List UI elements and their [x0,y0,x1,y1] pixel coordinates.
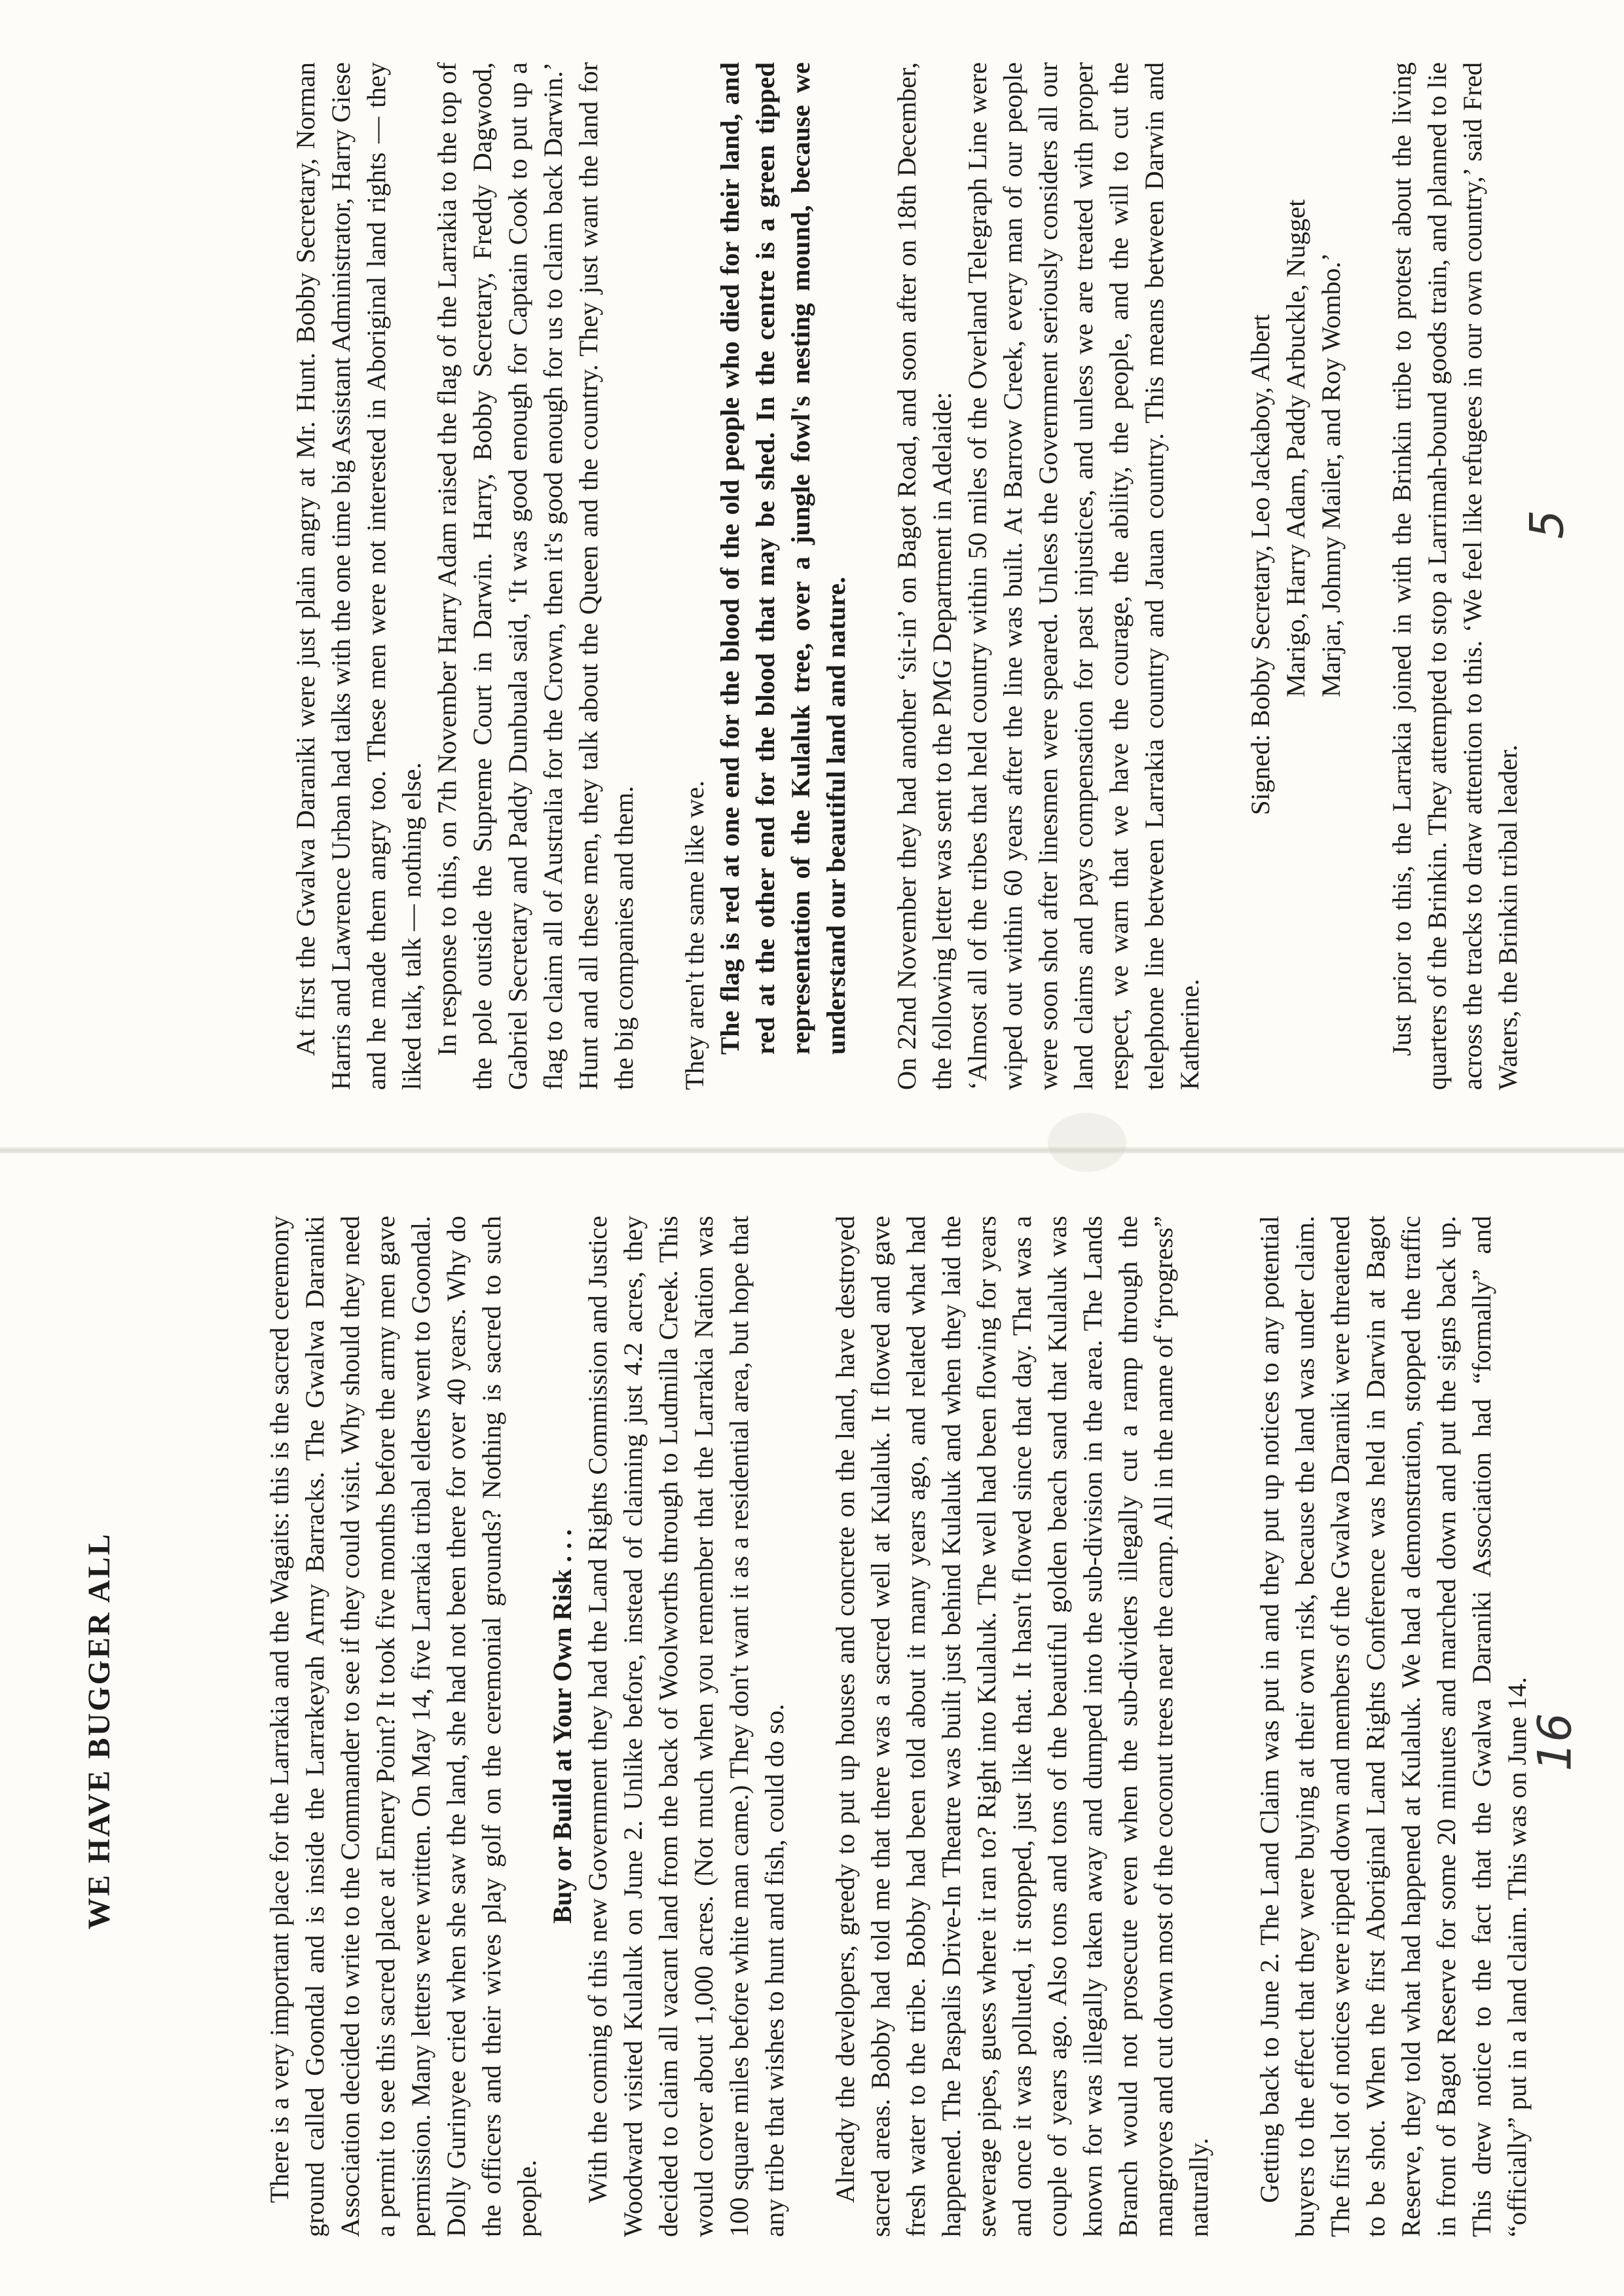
signature-line: Signed: Bobby Secretary, Leo Jackaboy, Albert [1246,314,1275,815]
paragraph: On 22nd November they had another ‘sit-in’ on Bagot Road, and soon after on 18th December, the following letter was sent to the PMG Department in Adelaide: [892,62,957,1090]
paragraph: With the coming of this new Government they had the Land Rights Commission and Justice Woodward visited Kulaluk on June 2. Unlike before, instead of claiming just 4.2 acres, they decided to claim all vacant land from the back of Woolworths through to Ludmilla Creek. This would cover about 1,000 acres. (Not much when you remember that the Larrakia Nation was 100 square miles before white man came.) They don't want it as a residential area, but hope that any tribe that wishes to hunt and fish, could do so. [583,1216,789,2237]
paragraph: There is a very important place for the Larrakia and the Wagaits: this is the sacred ceremony ground called Goondal and is inside the Larrakeyah Army Barracks. The Gwalwa Daraniki Association decided to write to the Commander to see if they could visit. Why should they need a permit to see this sacred place at Emery Point? It took five months before the army men gave permission. Many letters were written. On May 14, five Larrakia tribal elders went to Goondal. Dolly Gurinyee cried when she saw the land, she had not been there for over 40 years. Why do the officers and their wives play golf on the ceremonial grounds? Nothing is sacred to such people. [265,1216,542,2237]
paragraph: Getting back to June 2. The Land Claim was put in and they put up notices to any potential buyers to the effect that they were buying at their own risk, because the land was under claim. The first lot of notices were ripped down and members of the Gwalwa Daraniki were threatened to be shot. When the first Aboriginal Land Rights Conference was held in Darwin at Bagot Reserve, they told what had happened at Kulaluk. We had a demonstration, stopped the traffic in front of Bagot Reserve for some 20 minutes and marched down and put the signs back up. This drew notice to the fact that the Gwalwa Daraniki Association had “formally” and “officially” put in a land claim. This was on June 14. [1255,1216,1532,2237]
page-title: WE HAVE BUGGER ALL [82,1532,117,1929]
flag-description: The flag is red at one end for the blood of the old people who died for their land, and red at the other end for the blood that may be shed. In the centre is a green tipped representation of the Kulaluk tree, over a jungle fowl's nesting mound, because we understand our beautiful land and nature. [715,62,851,1055]
page-number-left: 16 [1528,1713,1582,1772]
letter-quote: ‘Almost all of the tribes that held country within 50 miles of the Overland Telegraph Line were wiped out within 60 years after the line was built. At Barrow Creek, every man of our people were soon shot after linesmen were speared. Unless the Government seriously considers all our land claims and pays compensation for past injustices, and unless we are treated with proper respect, we warn that we have the courage, the ability, the people, and the will to cut the telephone line between Larrakia country and Jauan country. This means between Darwin and Katherine. [963,62,1204,1090]
left-page-body [262,1216,1535,2237]
right-page-body [288,62,1526,1090]
section-subheading: Buy or Build at Your Own Risk . . . [547,1529,577,1924]
page-number-right: 5 [1520,509,1574,539]
paragraph: At first the Gwalwa Daraniki were just plain angry at Mr. Hunt. Bobby Secretary, Norman Harris and Lawrence Urban had talks with the one time big Assistant Administrator, Harry Giese and he made them angry too. These men were not interested in Aboriginal land rights — they liked talk, talk — nothing else. [291,62,426,1090]
paragraph: Already the developers, greedy to put up houses and concrete on the land, have destroyed sacred areas. Bobby had told me that there was a sacred well at Kulaluk. It flowed and gave fresh water to the tribe. Bobby had been told about it many years ago, and related what had happened. The Paspalis Drive-In Theatre was built just behind Kulaluk and when they laid the sewerage pipes, guess where it ran to? Right into Kulaluk. The well had been flowing for years and once it was polluted, it stopped, just like that. It hasn't flowed since that day. That was a couple of years ago. Also tons and tons of the beautiful golden beach sand that Kulaluk was known for was illegally taken away and dumped into the sub-division in the area. The Lands Branch would not prosecute even when the sub-dividers illegally cut a ramp through the mangroves and cut down most of the coconut trees near the camp. All in the name of “progress” naturally. [830,1216,1213,2237]
paragraph: Just prior to this, the Larrakia joined in with the Brinkin tribe to protest about the living quarters of the Brinkin. They attempted to stop a Larrimah-bound goods train, and planned to lie across the tracks to draw attention to this. ‘We feel like refugees in our own country,’ said Fred Waters, the Brinkin tribal leader. [1387,62,1522,1090]
aside-text: They aren't the same like we. [680,780,709,1090]
signature-names: Marjar, Johnny Mailer, and Roy Wombo.’ [1316,253,1346,697]
signature-names: Marigo, Harry Adam, Paddy Arbuckle, Nugget [1281,199,1310,697]
paragraph: In response to this, on 7th November Harry Adam raised the flag of the Larrakia to the top of the pole outside the Supreme Court in Darwin. Harry, Bobby Secretary, Freddy Dagwood, Gabriel Secretary and Paddy Dunbuala said, ‘It was good enough for Captain Cook to put up a flag to claim all of Australia for the Crown, then it's good enough for us to claim back Darwin.’ Hunt and all these men, they talk about the Queen and the country. They just want the land for the big companies and them. [432,62,638,1090]
